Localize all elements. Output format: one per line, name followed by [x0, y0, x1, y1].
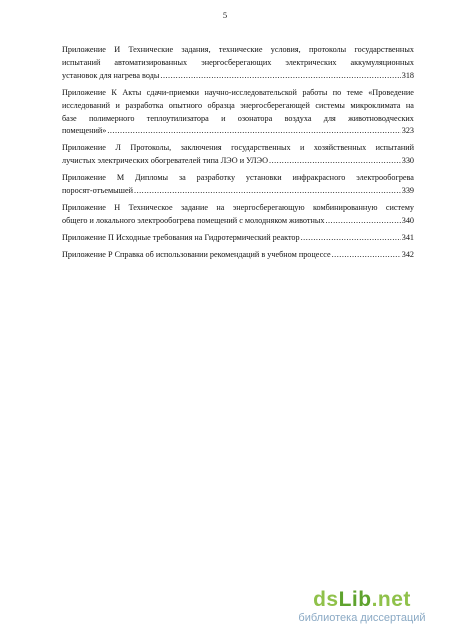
toc-page-number: 341 [401, 232, 414, 242]
toc-word: энергосберегающей [240, 100, 310, 110]
toc-word: условия, [270, 45, 301, 54]
toc-word: на [216, 202, 225, 212]
toc-word: Приложение [62, 202, 106, 212]
toc-word: испытаний [62, 57, 101, 67]
toc-page-number: 342 [401, 249, 414, 259]
toc-entry [62, 202, 414, 228]
toc-entry-title-end: лучистых электрических обогревателей типа ЛЭО и УЛЭО [62, 156, 269, 166]
toc-word: научно-исследовательской [204, 87, 297, 97]
toc-entry-line [62, 142, 414, 155]
toc-word: задание [180, 202, 209, 212]
toc-word: Приложение [62, 45, 106, 54]
toc-dot-leader [160, 70, 400, 83]
toc-word: воздуха [284, 113, 312, 123]
toc-entry-last-line [62, 232, 414, 245]
toc-word: опытного [168, 100, 203, 110]
dslib-logo: dsLib.net [313, 588, 411, 611]
toc-entry-line [62, 100, 414, 113]
toc-word: комбинированную [312, 202, 378, 212]
toc-word: Н [114, 202, 121, 212]
toc-word: микроклимата [350, 100, 401, 110]
toc-entry-last-line [62, 249, 414, 262]
toc-entry [62, 249, 414, 262]
dslib-watermark[interactable] [292, 589, 432, 625]
toc-entry-last-line [62, 125, 414, 138]
toc-entry-title-end: общего и локального электрообогрева помещений с молодняком животных [62, 215, 325, 225]
toc-dot-leader [301, 232, 401, 245]
toc-word: на [405, 100, 414, 110]
toc-dot-leader [325, 215, 400, 228]
toc-word: систему [385, 202, 414, 212]
toc-word: Акты [122, 87, 142, 97]
toc-entry-title-end: поросят-отъемышей [62, 186, 134, 196]
toc-word: аккумуляционных [350, 57, 414, 67]
toc-entry-line [62, 113, 414, 126]
toc-word: Л [115, 143, 121, 153]
toc-dot-leader [269, 155, 401, 168]
toc-word: протоколы [308, 45, 347, 54]
toc-word: образца [207, 100, 235, 110]
toc-word: испытаний [375, 143, 414, 153]
toc-word: Приложение [62, 173, 106, 183]
toc-word: Технические [128, 45, 174, 54]
toc-entry [62, 87, 414, 139]
toc-word: установки [245, 173, 282, 183]
toc-entry-title-end: помещений» [62, 126, 107, 136]
toc-entry-line [62, 87, 414, 100]
toc-entry-title-end: установок для нагрева воды [62, 70, 160, 80]
toc-word: исследований [62, 100, 111, 110]
toc-word: автоматизированных [114, 57, 188, 67]
toc-page-number: 339 [401, 186, 414, 196]
toc-word: животноводческих [348, 113, 414, 123]
toc-dot-leader [134, 185, 401, 198]
toc-entry [62, 232, 414, 245]
dslib-subtitle: библиотека диссертаций [298, 612, 426, 624]
toc-word: озонатора [237, 113, 273, 123]
toc-word: и [300, 143, 305, 153]
toc-word: сдачи-приемки [146, 87, 200, 97]
toc-entry [62, 44, 414, 83]
toc-word: государственных [231, 143, 291, 153]
toc-word: М [116, 173, 125, 183]
toc-word: теплоутилизатора [146, 113, 209, 123]
table-of-contents [62, 44, 414, 266]
toc-word: технические [218, 45, 263, 54]
toc-word: разработку [196, 173, 236, 183]
toc-entry-last-line [62, 215, 414, 228]
toc-word: электрических [285, 57, 337, 67]
toc-word: энергосберегающую [232, 202, 305, 212]
toc-dot-leader [332, 249, 401, 262]
toc-entry-title-end: Приложение Р Справка об использовании рекомендаций в учебном процессе [62, 249, 331, 259]
toc-page-number: 330 [401, 156, 414, 166]
toc-word: разработка [125, 100, 164, 110]
toc-word: К [111, 87, 117, 97]
toc-word: базе [62, 113, 77, 123]
toc-word: энергосберегающих [201, 57, 272, 67]
toc-word: полимерного [89, 113, 135, 123]
toc-word: электрообогрева [356, 173, 414, 183]
toc-entry [62, 142, 414, 168]
toc-entry-line [62, 172, 414, 185]
toc-word: государственных [354, 45, 414, 54]
page-number: 5 [222, 10, 228, 20]
toc-word: по [332, 87, 342, 97]
toc-entry [62, 172, 414, 198]
toc-word: для [323, 113, 336, 123]
toc-word: заключения [180, 143, 222, 153]
toc-entry-last-line [62, 70, 414, 83]
toc-word: теме [346, 87, 363, 97]
toc-word: И [114, 45, 121, 54]
toc-entry-line [62, 57, 414, 70]
toc-page-number: 323 [401, 126, 414, 136]
toc-word: задания, [181, 45, 211, 54]
toc-entry-line [62, 202, 414, 215]
toc-word: и [221, 113, 226, 123]
toc-word: Протоколы, [130, 143, 172, 153]
toc-word: Приложение [62, 143, 106, 153]
toc-word: за [178, 173, 186, 183]
toc-entry-last-line [62, 185, 414, 198]
toc-word: Дипломы [134, 173, 169, 183]
toc-word: работы [302, 87, 328, 97]
toc-entry-last-line [62, 155, 414, 168]
toc-entry-title-end: Приложение П Исходные требования на Гидротермический реактор [62, 232, 300, 242]
toc-entry-line [62, 44, 414, 57]
toc-page-number: 318 [401, 70, 414, 80]
toc-word: инфракрасного [292, 173, 346, 183]
toc-word: Техническое [128, 202, 173, 212]
toc-word: «Проведение [368, 87, 414, 97]
toc-word: Приложение [62, 87, 106, 97]
toc-dot-leader [107, 125, 400, 138]
toc-page-number: 340 [401, 215, 414, 225]
toc-word: хозяйственных [313, 143, 367, 153]
toc-word: и [115, 100, 120, 110]
toc-word: системы [315, 100, 345, 110]
